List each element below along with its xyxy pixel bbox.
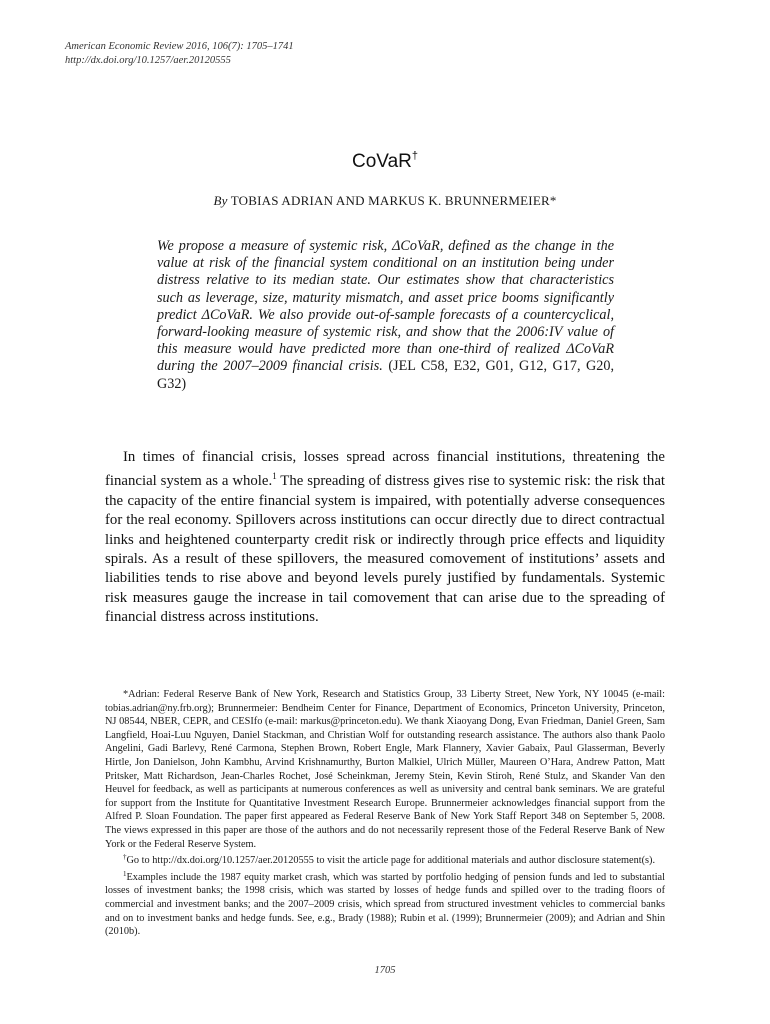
body-text xyxy=(105,448,665,628)
footnote-dagger-mark: † xyxy=(123,853,127,862)
footnote-1 xyxy=(105,868,665,939)
footnote-dagger xyxy=(105,851,665,868)
footnote-1-text: Examples include the 1987 equity market crash, which was started by portfolio hedging of pension funds and led to substantial losses of investment banks; the 1998 crisis, which was started by losses of hedge funds and spilled over to the trading floors of commercial and investment banks; and the 2007–2009 crisis, which spread from structured investment vehicles to commercial banks and on to investment banks and hedge funds. See, e.g., Brady (1988); Rubin et al. (1999); Brunnermeier (2009); and Adrian and Shin (2010b). xyxy=(105,871,665,938)
byline-authors: TOBIAS ADRIAN AND MARKUS K. BRUNNERMEIER* xyxy=(230,193,557,208)
footnote-ref-1[interactable]: 1 xyxy=(272,471,277,482)
paper-title-text: CoVaR xyxy=(352,151,412,172)
journal-header xyxy=(65,40,294,68)
jel-codes: (JEL C58, E32, G01, G12, G17, G20, G32) xyxy=(157,358,614,392)
paper-title xyxy=(0,150,770,173)
body-sentence-1: In times of financial crisis, losses spread across financial institutions, threatening the financial system as a whole. xyxy=(105,449,665,490)
byline-by: By xyxy=(213,193,228,208)
author-byline xyxy=(0,193,770,209)
abstract-text: We propose a measure of systemic risk, ΔCoVaR, defined as the change in the value at risk of the financial system conditional on an institution being under distress relative to its median state. Our estimates show that characteristics such as leverage, size, maturity mismatch, and asset price booms significantly predict ΔCoVaR. We also provide out-of-sample forecasts of a countercyclical, forward-looking measure of systemic risk, and show that the 2006:IV value of this measure would have predicted more than one-third of realized ΔCoVaR during the 2007–2009 financial crisis. xyxy=(157,238,614,375)
footnote-author-affiliations: *Adrian: Federal Reserve Bank of New York, Research and Statistics Group, 33 Liberty Street, New York, NY 10045 (e-mail: tobias.adrian@ny.frb.org); Brunnermeier: Bendheim Center for Finance, Department of Economics, Princeton University, Princeton, NJ 08544, NBER, CEPR, and CESIfo (e-mail: markus@princeton.edu). We thank Xiaoyang Dong, Evan Friedman, Daniel Green, Sam Langfield, Hoai-Luu Nguyen, Daniel Stackman, and Christian Wolf for outstanding research assistance. The authors also thank Paolo Angelini, Gadi Barlevy, René Carmona, Stephen Brown, Robert Engle, Mark Flannery, Xavier Gabaix, Paul Glasserman, Beverly Hirtle, Jon Danielson, John Kambhu, Arvind Krishnamurthy, Burton Malkiel, Ulrich Müller, Maureen O’Hara, Andrew Patton, Matt Pritsker, Matt Richardson, Jean-Charles Rochet, José Scheinkman, Jeremy Stein, Kevin Stiroh, René Stulz, and Skander Van den Heuvel for feedback, as well as participants at numerous conferences as well as university and central bank seminars. We are grateful for support from the Institute for Quantitative Investment Research Europe. Brunnermeier acknowledges financial support from the Alfred P. Sloan Foundation. The paper first appeared as Federal Reserve Bank of New York Staff Report 348 on September 5, 2008. The views expressed in this paper are those of the authors and do not necessarily represent those of the Federal Reserve Bank of New York or the Federal Reserve System. xyxy=(105,689,665,850)
doi-link[interactable]: http://dx.doi.org/10.1257/aer.20120555 xyxy=(65,55,231,66)
body-sentence-rest: The spreading of distress gives rise to systemic risk: the risk that the capacity of the entire financial system is impaired, with potentially adverse consequences for the real economy. Spillovers across institutions can occur directly due to direct contractual links and heightened counterparty credit risk or indirectly through price effects and liquidity spirals. As a result of these spillovers, the measured comovement of institutions’ assets and liabilities tends to rise above and beyond levels purely justified by fundamentals. Systemic risk measures gauge the increase in tail comovement that can arise due to the spreading of financial distress across institutions. xyxy=(105,473,665,626)
body-paragraph xyxy=(105,448,665,628)
journal-citation: American Economic Review 2016, 106(7): 1705–1741 xyxy=(65,41,294,52)
abstract xyxy=(157,238,614,393)
title-footnote-mark: † xyxy=(411,150,418,162)
footnote-1-mark: 1 xyxy=(123,869,127,878)
footnotes xyxy=(105,688,665,939)
footnote-dagger-text: Go to http://dx.doi.org/10.1257/aer.20120555 to visit the article page for additional materials and author disclosure statement(s). xyxy=(126,855,656,867)
page-number: 1705 xyxy=(374,965,396,976)
